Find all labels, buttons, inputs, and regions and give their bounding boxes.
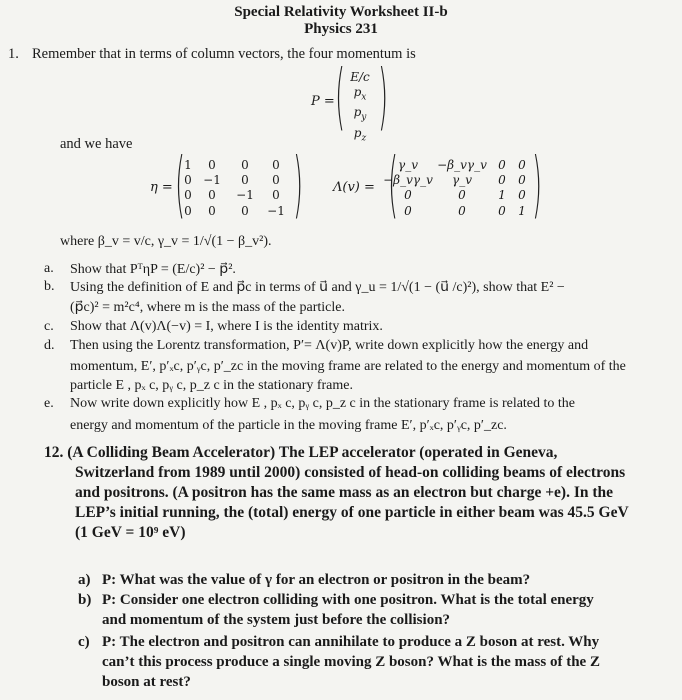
q12-line: (1 GeV = 10⁹ eV) — [75, 524, 186, 541]
q12-line: LEP’s initial running, the (total) energy of one particle in either beam was 45.5 GeV — [75, 504, 629, 521]
course-name: Physics 231 — [304, 21, 378, 37]
q12-line: 12. (A Colliding Beam Accelerator) The LEP accelerator (operated in Geneva, — [44, 444, 558, 461]
q12-part-label: a) — [78, 572, 91, 588]
eta-matrix-cell: 0 — [272, 158, 280, 172]
q1-part-label: d. — [44, 338, 55, 353]
q1-number: 1. — [8, 46, 19, 62]
q12-part-text: P: What was the value of γ for an electron or positron in the beam? — [102, 572, 531, 588]
eta-matrix-cell: −1 — [236, 188, 254, 202]
eta-matrix-cell: −1 — [267, 204, 285, 218]
eta-matrix-cell: 0 — [272, 188, 280, 202]
eta-left-paren: ( — [175, 142, 185, 226]
lambda-right-paren: ) — [532, 142, 542, 226]
q12-part-text: P: The electron and positron can annihilate to produce a Z boson at rest. Why — [102, 634, 600, 650]
lambda-matrix-cell: 0 — [498, 173, 506, 187]
beta-gamma-definition: where β_v = v/c, γ_v = 1/√(1 − β_v²). — [60, 234, 272, 249]
q1-part-text: (p⃗c)² = m²c⁴, where m is the mass of the particle. — [70, 300, 345, 315]
lambda-matrix-cell: γ_v — [452, 173, 472, 187]
q12-part-label: c) — [78, 634, 90, 650]
eta-matrix-cell: 0 — [241, 173, 249, 187]
q12-part-text: and momentum of the system just before the collision? — [102, 612, 451, 628]
q1-part-text: momentum, E′, p′ₓc, p′ᵧc, p′_zc in the moving frame are related to the energy and momentum of the — [70, 359, 626, 374]
q1-intro: Remember that in terms of column vectors, the four momentum is — [32, 46, 416, 62]
lambda-matrix-cell: 0 — [404, 204, 412, 218]
and-we-have: and we have — [60, 136, 133, 152]
q12-part-text: can’t this process produce a single moving Z boson? What is the mass of the Z — [102, 654, 600, 670]
lambda-matrix-cell: 0 — [518, 188, 526, 202]
worksheet-title: Special Relativity Worksheet II-b — [234, 4, 448, 20]
eta-matrix-cell: 0 — [208, 188, 216, 202]
q12-line: Switzerland from 1989 until 2000) consisted of head-on colliding beams of electrons — [75, 464, 626, 481]
p-vector-entry: $p_x$ — [353, 85, 367, 103]
q1-part-text: Show that Λ(v)Λ(−v) = I, where I is the identity matrix. — [70, 319, 383, 334]
q1-part-label: c. — [44, 319, 54, 334]
p-vector-entry: $p_z$ — [353, 125, 367, 144]
lambda-matrix-cell: 0 — [458, 204, 466, 218]
eta-right-paren: ) — [293, 142, 303, 226]
eta-matrix-cell: −1 — [203, 173, 221, 187]
eta-matrix-cell: 0 — [208, 158, 216, 172]
q1-part-text: particle E , pₓ c, pᵧ c, p_z c in the stationary frame. — [70, 378, 353, 393]
q12-part-text: boson at rest? — [102, 674, 191, 690]
eta-matrix-cell: 0 — [184, 188, 192, 202]
lambda-matrix-cell: 0 — [498, 158, 506, 172]
eta-matrix-cell: 1 — [184, 158, 192, 172]
q12-part-text: P: Consider one electron colliding with one positron. What is the total energy — [102, 592, 594, 608]
q12-part-label: b) — [78, 592, 92, 608]
lambda-matrix-cell: 0 — [518, 173, 526, 187]
lambda-matrix-cell: 0 — [518, 158, 526, 172]
q1-part-label: b. — [44, 279, 55, 294]
eta-matrix-cell: 0 — [241, 204, 249, 218]
p-vector-right-paren: ) — [378, 54, 388, 138]
lambda-matrix-cell: 1 — [498, 188, 506, 202]
q1-part-text: Now write down explicitly how E , pₓ c, pᵧ c, p_z c in the stationary frame is related to the — [70, 396, 576, 411]
lambda-matrix-cell: −β_vγ_v — [383, 173, 433, 187]
lambda-matrix-cell: 0 — [404, 188, 412, 202]
p-vector — [340, 70, 380, 146]
q1-part-text: Then using the Lorentz transformation, P′= Λ(v)P, write down explicitly how the energy and — [70, 338, 589, 353]
eta-matrix-cell: 0 — [208, 204, 216, 218]
q1-part-text: Using the definition of E and p⃗c in terms of u⃗ and γ_u = 1/√(1 − (u⃗ /c)²), show that E² − — [70, 280, 565, 295]
q1-part-label: a. — [44, 261, 54, 276]
eta-matrix-cell: 0 — [184, 173, 192, 187]
eta-matrix-cell: 0 — [184, 204, 192, 218]
q1-part-label: e. — [44, 396, 54, 411]
p-vector-label: P = — [311, 94, 335, 109]
eta-matrix-cell: 0 — [241, 158, 249, 172]
q12-line: and positrons. (A positron has the same mass as an electron but charge +e). In the — [75, 484, 614, 501]
lambda-matrix-cell: γ_v — [398, 158, 418, 172]
q1-part-text: energy and momentum of the particle in the moving frame E′, p′ₓc, p′ᵧc, p′_zc. — [70, 418, 507, 433]
eta-label: η = — [150, 180, 173, 195]
lambda-matrix-cell: −β_vγ_v — [437, 158, 487, 172]
q1-part-text: Show that PᵀηP = (E/c)² − p⃗². — [70, 262, 236, 277]
p-vector-left-paren: ( — [335, 54, 345, 138]
p-vector-entry: E/c — [350, 70, 370, 84]
lambda-matrix-cell: 0 — [458, 188, 466, 202]
lambda-matrix-cell: 1 — [518, 204, 526, 218]
p-vector-entry: $p_y$ — [353, 105, 367, 123]
eta-matrix-cell: 0 — [272, 173, 280, 187]
lambda-label: Λ(v) = — [333, 180, 375, 195]
lambda-left-paren: ( — [388, 142, 398, 226]
lambda-matrix-cell: 0 — [498, 204, 506, 218]
